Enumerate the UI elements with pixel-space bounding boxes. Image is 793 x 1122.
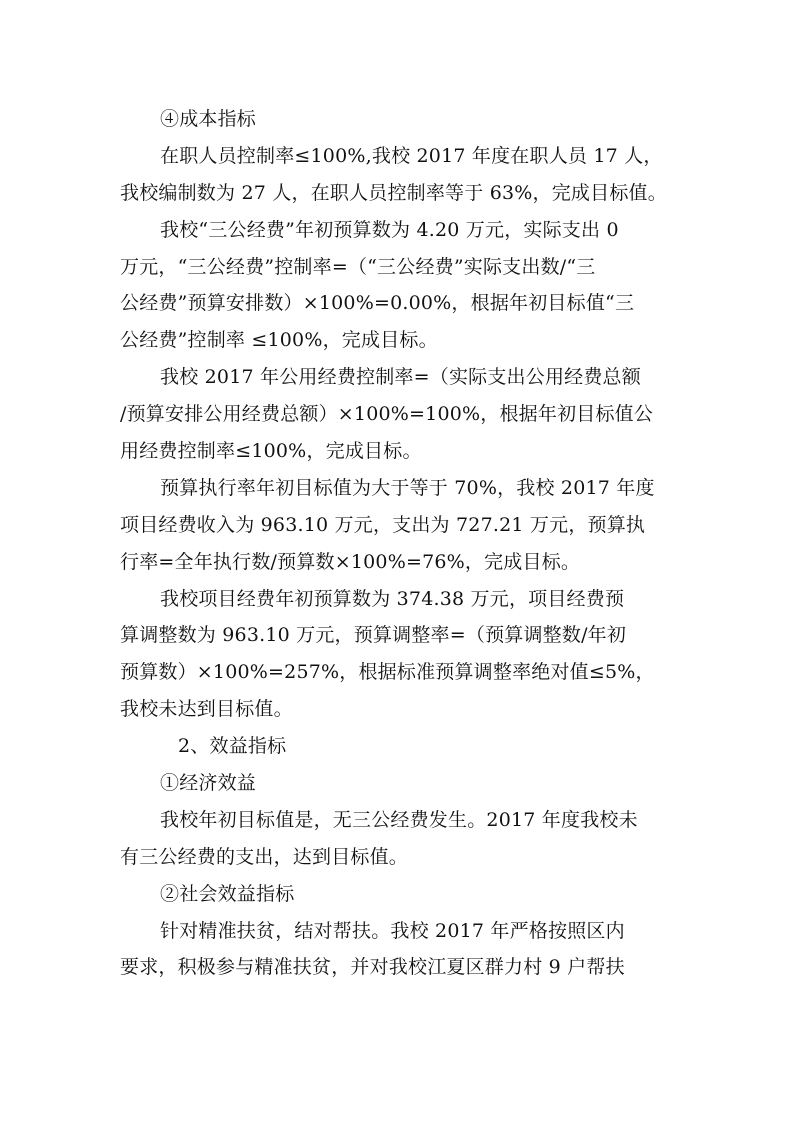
paragraph-line: 有三公经费的支出，达到目标值。 (120, 845, 409, 868)
section-heading-benefit-indicators: 2、效益指标 (178, 735, 287, 758)
paragraph-line: 我校年初目标值是，无三公经费发生。2017 年度我校未 (160, 808, 638, 831)
paragraph-line: 我校编制数为 27 人，在职人员控制率等于 63%，完成目标值。 (120, 181, 667, 204)
subheading-economic-benefit: ①经济效益 (160, 772, 257, 795)
paragraph-line: 预算数）×100%=257%，根据标准预算调整率绝对值≤5%， (120, 661, 655, 684)
document-body (120, 101, 685, 986)
paragraph-line: 在职人员控制率≤100%,我校 2017 年度在职人员 17 人， (160, 144, 663, 167)
paragraph-line: 行率=全年执行数/预算数×100%=76%，完成目标。 (120, 550, 581, 573)
paragraph-line: 用经费控制率≤100%，完成目标。 (120, 440, 422, 463)
subheading-cost-indicators: ④成本指标 (160, 108, 257, 130)
paragraph-line: 万元，“三公经费”控制率=（“三公经费”实际支出数/“三 (120, 255, 596, 278)
paragraph-line: 我校未达到目标值。 (120, 698, 293, 721)
paragraph-line: 公经费”控制率 ≤100%，完成目标。 (120, 329, 438, 352)
paragraph-line: 我校 2017 年公用经费控制率=（实际支出公用经费总额 (160, 366, 641, 389)
paragraph-line: 要求，积极参与精准扶贫，并对我校江夏区群力村 9 户帮扶 (120, 956, 625, 979)
paragraph-line: 我校项目经费年初预算数为 374.38 万元，项目经费预 (160, 587, 625, 610)
paragraph-line: 算调整数为 963.10 万元，预算调整率=（预算调整数/年初 (120, 624, 627, 647)
paragraph-line: 公经费”预算安排数）×100%=0.00%，根据年初目标值“三 (120, 292, 635, 315)
paragraph-line: /预算安排公用经费总额）×100%=100%，根据年初目标值公 (120, 403, 654, 426)
paragraph-line: 我校“三公经费”年初预算数为 4.20 万元，实际支出 0 (160, 218, 619, 241)
paragraph-line: 针对精准扶贫，结对帮扶。我校 2017 年严格按照区内 (160, 919, 625, 942)
paragraph-line: 项目经费收入为 963.10 万元，支出为 727.21 万元，预算执 (120, 513, 646, 536)
paragraph-line: 预算执行率年初目标值为大于等于 70%，我校 2017 年度 (160, 476, 655, 499)
subheading-social-benefit: ②社会效益指标 (160, 882, 295, 905)
